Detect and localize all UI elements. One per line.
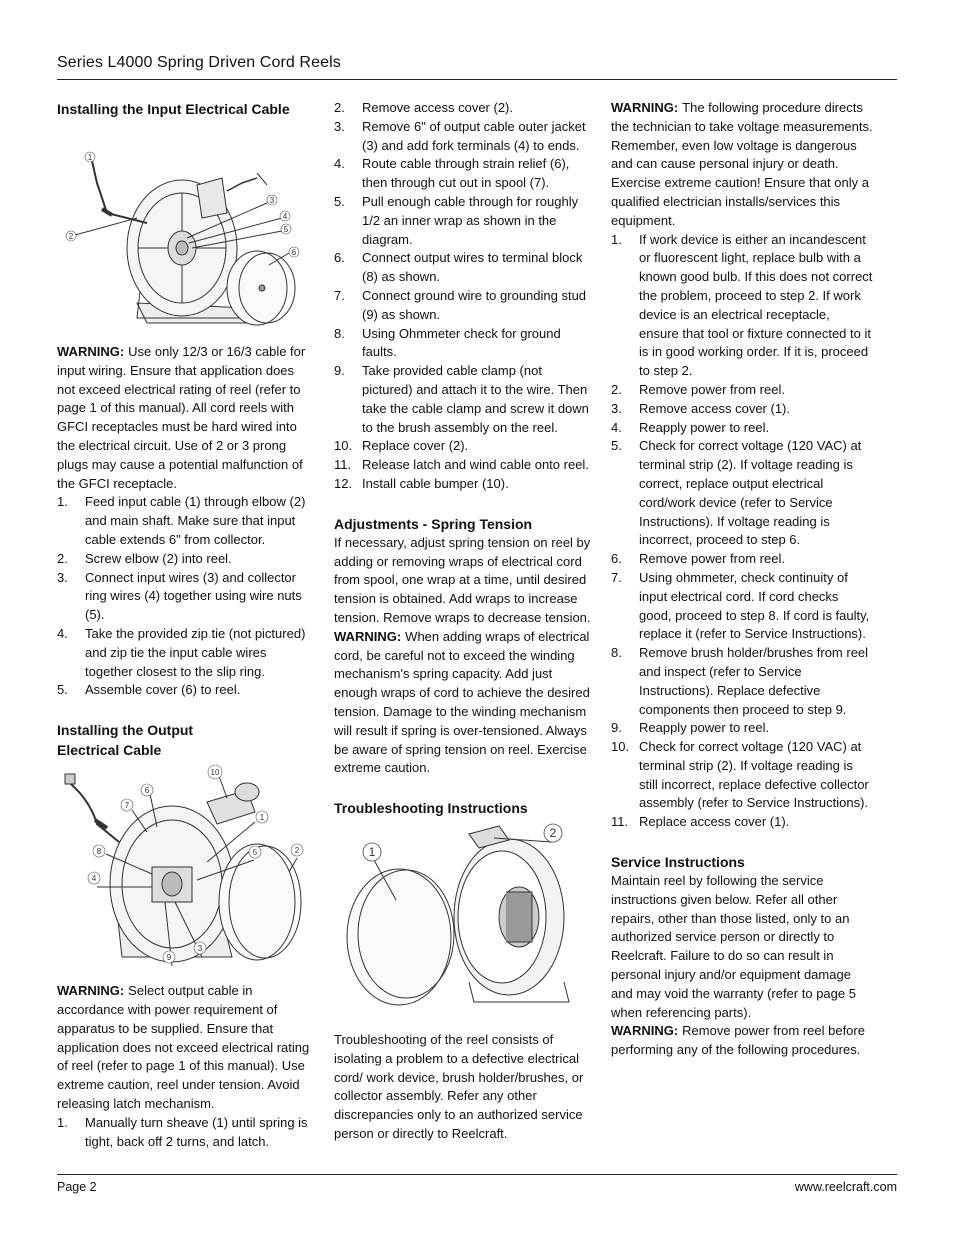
- list-item: 7. Using ohmmeter, check continuity of input electrical cord. If cord checks good, proceed to step 8. If cord is faulty, replace it (refer to Service Instructions).: [611, 569, 870, 642]
- list-item: 3. Connect input wires (3) and collector ring wires (4) together using wire nuts (5).: [57, 569, 302, 623]
- list-item: 5. Pull enough cable through for roughly 1/2 an inner wrap as shown in the diagram.: [334, 193, 579, 247]
- input-cable-diagram: [57, 123, 315, 343]
- voltage-steps-list: [611, 231, 873, 833]
- fig2-callout-8: 8: [96, 847, 102, 857]
- fig1-callout-5: 5: [283, 225, 289, 234]
- list-item: 5. Assemble cover (6) to reel.: [57, 682, 241, 698]
- list-item: 6. Connect output wires to terminal block (8) as shown.: [334, 250, 583, 285]
- fig3-callout-2: 2: [549, 826, 557, 841]
- website-link[interactable]: www.reelcraft.com: [794, 1180, 897, 1194]
- list-item: 4. Reapply power to reel.: [611, 419, 770, 435]
- fig2-callout-6: 6: [144, 786, 150, 796]
- fig1-callout-3: 3: [269, 196, 275, 205]
- column-3: [611, 99, 873, 1060]
- column-2: [334, 99, 596, 1144]
- list-item: 9. Reapply power to reel.: [611, 720, 770, 736]
- spring-tension-warning: WARNING: When adding wraps of electrical cord, be careful not to exceed the winding mechanism's spring capacity. Add just enough wraps of cord to achieve the desired tension. Damage to the winding mechanism will result if spring is over-tensioned. Always be aware of spring tension on reel. Exercise extreme caution.: [334, 628, 590, 776]
- list-item: 1. If work device is either an incandescent or fluorescent light, replace bulb with a known good bulb. If this does not correct the problem, proceed to step 2. If work device is an electrical receptacle, ensure that tool or fixture connected to it is in good working order. If it is, proceed to step 2.: [611, 231, 873, 379]
- list-item: 2. Remove access cover (2).: [334, 100, 513, 115]
- fig2-callout-2: 2: [294, 846, 300, 856]
- troubleshooting-text: Troubleshooting of the reel consists of isolating a problem to a defective electrical cord/ work device, brush holder/brushes, or collector assembly. Refer any other discrepancies only to an authorized service person or directly to Reelcraft.: [334, 1032, 584, 1142]
- list-item: 11. Release latch and wind cable onto reel.: [334, 457, 589, 473]
- list-item: 3. Remove 6" of output cable outer jacket (3) and add fork terminals (4) to ends.: [334, 118, 586, 153]
- list-item: 3. Remove access cover (1).: [611, 400, 790, 416]
- fig1-callout-4: 4: [282, 212, 288, 221]
- service-text: Maintain reel by following the service instructions given below. Refer all other repairs, other than those listed, only to an authorized service person or directly to Reelcraft. Failure to do so can result in personal injury and/or equipment damage and may void the warranty (refer to page 5 when referencing parts).: [611, 873, 856, 1020]
- list-item: 4. Route cable through strain relief (6), then through cut out in spool (7).: [334, 156, 570, 191]
- list-item: 5. Check for correct voltage (120 VAC) at terminal strip (2). If voltage reading is correct, replace output electrical cord/work device (refer to Service Instructions). If voltage reading is incorrect, proceed to step 6.: [611, 438, 862, 548]
- fig2-callout-10: 10: [210, 768, 220, 778]
- column-1: [57, 99, 315, 1151]
- input-warning: WARNING: Use only 12/3 or 16/3 cable for input wiring. Ensure that application does not exceed electrical rating of reel (refer to page 1 of this manual). All cord reels with GFCI receptacles must be hard wired into the electrical circuit. Use of 2 or 3 prong plugs may cause a potential malfunction of the GFCI receptacle.: [57, 344, 306, 491]
- output-steps-list-part2: [334, 99, 596, 494]
- list-item: 8. Remove brush holder/brushes from reel and inspect (refer to Service Instructions). Replace defective components then proceed to step 9.: [611, 645, 869, 717]
- spring-tension-heading: Adjustments - Spring Tension: [334, 515, 533, 532]
- page-title: Series L4000 Spring Driven Cord Reels: [57, 54, 341, 71]
- list-item: 1. Feed input cable (1) through elbow (2) and main shaft. Make sure that input cable extends 6" from collector.: [57, 494, 306, 547]
- troubleshooting-heading: Troubleshooting Instructions: [334, 800, 528, 817]
- list-item: 11. Replace access cover (1).: [611, 814, 790, 830]
- input-steps-list: [57, 493, 315, 700]
- list-item: 1. Manually turn sheave (1) until spring is tight, back off 2 turns, and latch.: [57, 1114, 308, 1149]
- list-item: 7. Connect ground wire to grounding stud (9) as shown.: [334, 287, 587, 322]
- fig3-callout-1: 1: [368, 845, 376, 860]
- page-number: Page 2: [57, 1180, 97, 1194]
- fig2-callout-3: 3: [197, 944, 203, 954]
- list-item: 2. Remove power from reel.: [611, 381, 785, 397]
- input-cable-heading: Installing the Input Electrical Cable: [57, 101, 290, 117]
- voltage-warning: WARNING: The following procedure directs the technician to take voltage measurements. Remember, even low voltage is dangerous and can cause personal injury or death. Exercise extreme caution! Ensure that only a qualified electrician installs/services this equipment.: [611, 100, 873, 228]
- list-item: 10. Replace cover (2).: [334, 438, 469, 454]
- fig2-callout-5: 5: [252, 848, 258, 858]
- service-heading: Service Instructions: [611, 854, 745, 871]
- output-cable-diagram: [57, 762, 315, 982]
- output-cable-heading: Installing the Output Electrical Cable: [57, 722, 194, 759]
- troubleshooting-diagram: [334, 822, 596, 1017]
- fig1-callout-2: 2: [68, 232, 74, 241]
- fig1-callout-1: 1: [87, 153, 93, 162]
- list-item: 12. Install cable bumper (10).: [334, 475, 509, 491]
- list-item: 2. Screw elbow (2) into reel.: [57, 550, 232, 566]
- list-item: 8. Using Ohmmeter check for ground faults.: [334, 325, 561, 360]
- spring-tension-text: If necessary, adjust spring tension on reel by adding or removing wraps of electrical cord from spool, one wrap at a time, until desired tension is obtained. Add wraps to increase tension. Remove wraps to decrease tension.: [334, 534, 591, 625]
- output-warning: WARNING: Select output cable in accordance with power requirement of apparatus to be supplied. Ensure that application does not exceed electrical rating of reel (refer to page 1 of this manual). Use extreme caution, reel under tension. Avoid releasing latch mechanism.: [57, 983, 310, 1111]
- list-item: 4. Take the provided zip tie (not pictured) and zip tie the input cable wires together closest to the slip ring.: [57, 625, 306, 679]
- fig2-callout-7: 7: [124, 801, 130, 811]
- fig2-callout-1: 1: [259, 813, 265, 823]
- service-warning: WARNING: Remove power from reel before performing any of the following procedures.: [611, 1023, 865, 1058]
- list-item: 6. Remove power from reel.: [611, 551, 785, 567]
- fig2-callout-4: 4: [91, 874, 97, 884]
- output-steps-list-part1: [57, 1114, 315, 1152]
- list-item: 9. Take provided cable clamp (not pictured) and attach it to the wire. Then take the cable clamp and screw it down to the brush assembly on the reel.: [334, 363, 589, 435]
- list-item: 10. Check for correct voltage (120 VAC) at terminal strip (2). If voltage reading is still incorrect, replace defective collector assembly (refer to Service Instructions).: [611, 739, 869, 811]
- header-rule: [57, 79, 897, 80]
- fig1-callout-6: 6: [291, 248, 297, 257]
- fig2-callout-9: 9: [166, 953, 172, 963]
- footer-rule: [57, 1174, 897, 1175]
